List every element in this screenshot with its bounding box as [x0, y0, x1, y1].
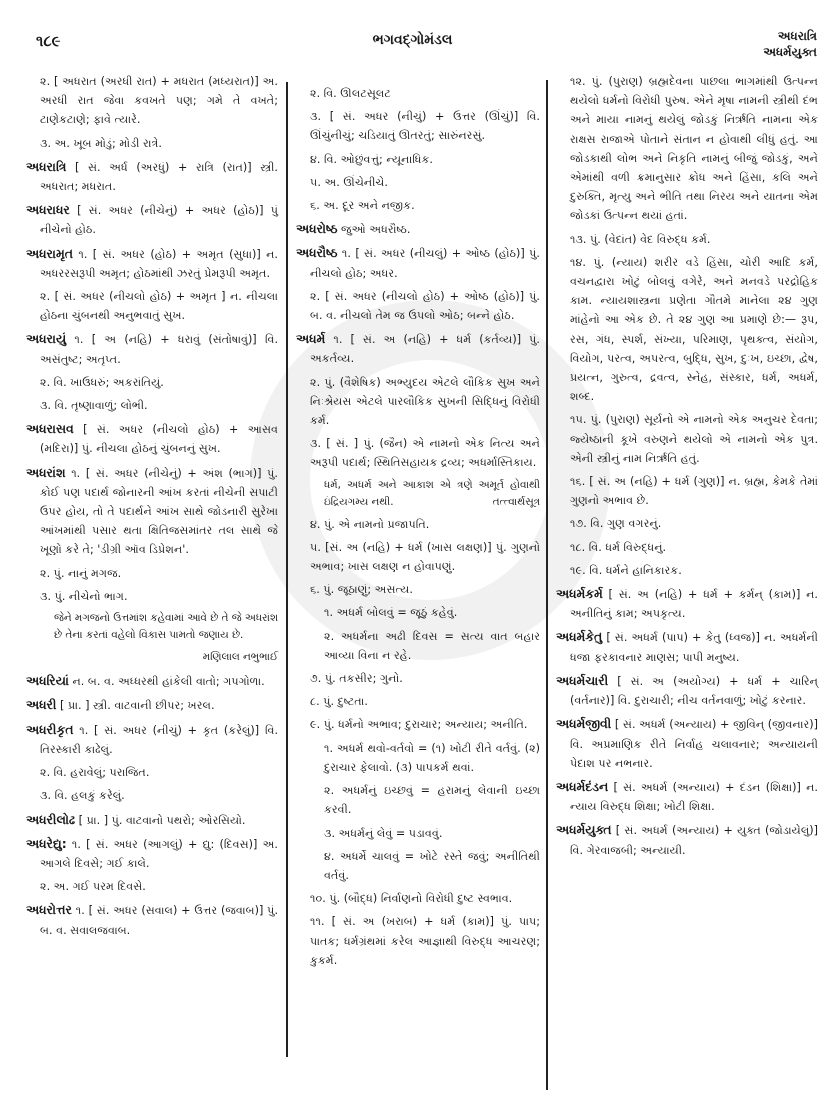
quote-text: જેને મગજનો ઉત્તમાંશ કહેવામાં આવે છે તે જે અધરાંશ છે તેના કરતાં વહેલો વિકાસ પામતો જણાય છે. — [54, 612, 278, 642]
sense-definition: ૧૦. પું. (બૌદ્ધ) નિર્વાણનો વિરોધી દુષ્ટ સ્વભાવ. — [310, 892, 513, 906]
sense-definition: ૫. [સં. અ (નહિ) + ધર્મ (ખાસ લક્ષણ)] પું. ગુણનો અભાવ; ખાસ લક્ષણ ન હોવાપણું. — [310, 540, 540, 574]
sense-definition: ૯. પું. ધર્મનો અભાવ; દુરાચાર; અન્યાય; અનીતિ. — [310, 718, 528, 732]
headword: અધર્મદંડન — [556, 778, 609, 794]
sense-definition: ૧૮. વિ. ધર્મ વિરુદ્ધનું. — [570, 540, 667, 554]
sense-definition: ૧૭. વિ. ગુણ વગરનું. — [570, 517, 662, 531]
guide-words — [763, 28, 817, 60]
sense-definition: ૧૩. પું. (વેદાંત) વેદ વિરુદ્ધ કર્મ. — [570, 232, 711, 246]
definition-text: ૧. [ સં. અધર (સવાલ) + ઉત્તર (જવાબ)] પું. બ. વ. સવાલજવાબ. — [40, 904, 278, 937]
idiom-subsense: ૪. અધર્મે ચાલવું = ખોટે રસ્તે જવું; અનીતિથી વર્તવું. — [324, 849, 540, 882]
sense-definition: ૭. પું. તકસીર; ગુનો. — [310, 672, 403, 686]
dictionary-entry — [26, 900, 278, 939]
headword: અધરીકૃત — [26, 721, 74, 737]
headword: અધરાધર — [26, 202, 70, 218]
dictionary-entry — [26, 671, 278, 691]
dictionary-entry — [296, 219, 540, 239]
definition-text: ૧. [ સં. અધર (નીચેનું) + અંશ (ભાગ)] પું. કોઈ પણ પદાર્થ જોનારની આંખ કરતાં નીચેની સપાટી ઉપર હોય, તો તે પદાર્થને આંખ સાથે જોડનારી સુરેખા આંખમાંથી પસાર થતા ક્ષિતિજસમાંતર તલ સાથે જે ખૂણો કરે તે; 'ડીગ્રી ઑવ ડિપ્રેશન'. — [40, 466, 278, 557]
definition-text: [ પ્રા. ] સ્ત્રી. વાટવાની છીપર; ખરલ. — [60, 699, 215, 713]
definition-text: ૧. [ સં. અધર (આગલું) + દ્યુ: (દિવસ)] અ. આગલે દિવસે; ગઈ કાલે. — [40, 837, 278, 870]
headword: અધર્મકેતુ — [556, 629, 603, 645]
dictionary-entry — [556, 777, 818, 816]
sense-definition: ૩. [ સં. અધર (નીચું) + ઉત્તર (ઊંચું)] વિ. ઊંચુંનીચું; ચડિયાતું ઊતરતું; સારુંનરસું. — [310, 110, 540, 143]
right-column — [556, 72, 818, 864]
citation-quote — [26, 610, 278, 644]
dictionary-entry — [296, 329, 540, 368]
dictionary-entry — [26, 244, 278, 283]
running-title: ભગવદ્ગોમંડલ — [372, 32, 453, 48]
sense-definition: ૨. વિ. હરાવેલું; પરાજિત. — [40, 766, 150, 780]
definition-text: [ સં. અ (નહિ) + ધર્મ + કર્મન્ (કામ)] ન. અનીતિનું કામ; અપકૃત્ય. — [570, 588, 818, 621]
dictionary-entry — [26, 463, 278, 560]
sense-definition: ૨. [ સં. અધર (નીચલો હોઠ) + અમૃત ] ન. નીચલા હોઠના ચુંબનથી અનુભવાતું સુખ. — [40, 290, 278, 323]
sense-definition: ૫. અ. ઊંચેનીચે. — [310, 175, 388, 189]
headword: અધરાસવ — [26, 421, 74, 437]
definition-text: [ સં. અર્ધ (અરધું) + રાત્રિ (રાત)] સ્ત્રી. અધરાત; મધરાત. — [40, 160, 278, 194]
guide-word-first: અધરાત્રિ — [777, 29, 817, 43]
definition-text: જુઓ અધરૌષ્ઠ. — [341, 223, 411, 237]
headword: અધરોત્તર — [26, 902, 72, 918]
dictionary-entry — [556, 584, 818, 623]
sense-definition: ૧૫. પું. (પુરાણ) સૂર્યનો એ નામનો એક અનુચર દેવતા; જ્યેષ્ઠાની કૂખે વરુણને થયેલો એ નામનો એક પુત્ર. એની સ્ત્રીનું નામ નિર્ઋતિ હતું. — [570, 413, 818, 465]
definition-text: ન. બ. વ. અધ્ધરથી હાંકેલી વાતો; ગપગોળા. — [72, 675, 265, 689]
sense-definition: ૮. પું. દુષ્ટતા. — [310, 695, 368, 709]
headword: અધરિયાં — [26, 673, 69, 689]
headword: અધર્મકર્મ — [556, 586, 603, 602]
headword: અધરોષ્ઠ — [296, 221, 338, 237]
dictionary-entry — [296, 243, 540, 282]
headword: અધરાંશ — [26, 464, 66, 480]
definition-text: ૧. [ સં. અ (નહિ) + ધર્મ (કર્તવ્ય)] પું. અકર્તવ્ય. — [310, 333, 540, 366]
headword: અધર્મ — [296, 331, 326, 347]
sense-definition: ૬. પું. જૂઠાણું; અસત્ય. — [310, 583, 413, 597]
dictionary-entry — [26, 200, 278, 239]
dictionary-entry — [26, 695, 278, 715]
dictionary-entry — [26, 720, 278, 759]
quote-text: ધર્મ, અધર્મ અને આકાશ એ ત્રણે અમૂર્ત હોવાથી ઇંદ્રિયગમ્ય નથી. — [324, 478, 540, 508]
headword: અધરૌષ્ઠ — [296, 245, 338, 261]
definition-text: ૧. [ સં. અધર (નીચલું) + ઓષ્ઠ (હોઠ)] પું. નીચલો હોઠ; અધર. — [310, 247, 540, 280]
sense-definition: ૧૪. પું. (ન્યાય) શરીર વડે હિંસા, ચોરી આદિ કર્મ, વચનદ્વારા ખોટું બોલવું વગેરે, અને મનવડે પરદ્રોહિક કામ. ન્યાયશાસ્ત્રના પ્રણેતા ગૌતમે માનેલા ૨૪ ગુણ માંહેનો આ એક છે. તે ૨૪ ગુણ આ પ્રમાણે છે:— રૂપ, રસ, ગંધ, સ્પર્શ, સંખ્યા, પરિમાણ, પૃથક્ત્વ, સંયોગ, વિયોગ, પરત્વ, અપરત્વ, બુદ્ધિ, સુખ, દુઃખ, ઇચ્છા, દ્વેષ, પ્રયત્ન, ગુરુત્વ, દ્રવત્વ, સ્નેહ, સંસ્કાર, ધર્મ, અધર્મ, શબ્દ. — [570, 255, 818, 404]
definition-text: [ સં. અધર (નીચેનું) + અધર (હોઠ)] પું નીચેનો હોઠ. — [40, 204, 278, 237]
definition-text: [ સં. અધર (નીચલો હોઠ) + આસવ (મદિરા)] પું. નીચલા હોઠનું ચુંબનનું સુખ. — [40, 423, 278, 456]
dictionary-entry — [556, 714, 818, 773]
headword: અધર્મજીવી — [556, 716, 612, 732]
sense-definition: ૧૬. [ સં. અ (નહિ) + ધર્મ (ગુણ)] ન. બ્રહ્મ, કેમકે તેમાં ગુણનો અભાવ છે. — [570, 475, 818, 508]
sense-definition: ૨. [ સં. અધર (નીચલો હોઠ) + ઓષ્ઠ (હોઠ)] પું. બ. વ. નીચલો તેમ જ ઉપલો ઓઠ; બન્ને હોઠ. — [310, 289, 540, 323]
definition-text: [ સં. અધર્મ (પાપ) + કેતુ (ધ્વજ)] ન. અધર્મની ધજા ફરકાવનાર માણસ; પાપી મનુષ્ય. — [570, 631, 818, 664]
headword: અધરાયું — [26, 331, 67, 347]
idiom-subsense: ૩. અધર્મનું લેવું = પડાવવું. — [324, 826, 443, 840]
idiom-subsense: ૧. અધર્મ થવો-વર્તવો = (૧) ખોટી રીતે વર્તવું. (૨) દુરાચાર ફેલાવો. (૩) પાપકર્મ થવાં. — [324, 741, 540, 774]
left-column — [26, 72, 278, 944]
guide-word-last: અધર્મયુક્ત — [763, 45, 817, 59]
sense-definition: ૧૨. પું. (પુરાણ) બ્રહ્મદેવના પાછલા ભાગમાંથી ઉત્પન્ન થયેલો ધર્મનો વિરોધી પુરુષ. એને મૃષા નામની સ્ત્રીથી દંભ અને માયા નામનું થયેલું જોડકું નિર્ઋતિ નામના એક રાક્ષસ રાજાએ પોતાને સંતાન ન હોવાથી લીધું હતું. આ જોડકાથી લોભ અને નિકૃતિ નામનું બીજું જોડકું, અને એમાંથી વળી ક્રમાનુસાર ક્રોધ અને હિંસા, કલિ અને દુરુક્તિ, મૃત્યુ અને ભીતિ તથા નિરય અને યાતના એમ જોડકાં ઉત્પન્ન થયાં હતાં. — [570, 75, 818, 223]
dictionary-entry — [556, 820, 818, 859]
headword: અધર્મયુક્ત — [556, 822, 612, 838]
quote-attribution: મણિલાલ નભુભાઈ — [202, 651, 278, 664]
dictionary-entry — [26, 419, 278, 458]
middle-column — [296, 84, 540, 974]
sense-definition: ૨. પું. નાનું મગજ. — [40, 566, 122, 580]
definition-text: [ સં. અ (અયોગ્ય) + ધર્મ + ચારિન્ (વર્તનાર)] વિ. દુરાચારી; નીચ વર્તનવાળું; ખોટું કરનાર. — [570, 674, 818, 708]
definition-text: ૧. [ સં. અધર (હોઠ) + અમૃત (સુધા)] ન. અધરરસરૂપી અમૃત; હોઠમાંથી ઝરતું પ્રેમરૂપી અમૃત. — [40, 247, 278, 280]
sense-definition: ૨. અ. ગઈ પરમ દિવસે. — [40, 880, 146, 894]
headword: અધરી — [26, 697, 57, 713]
sense-definition: ૪. પું. એ નામનો પ્રજાપતિ. — [310, 517, 430, 531]
dictionary-entry — [26, 834, 278, 873]
definition-text: ૧. [ સં. અધર (નીચું) + કૃત (કરેલું)] વિ. તિરસ્કારી કાઢેલું. — [40, 723, 278, 756]
sense-definition: ૧૯. વિ. ધર્મને હાનિકારક. — [570, 563, 682, 577]
idiom-subsense: ૨. અધર્મનું ઇચ્છવું = હરામનું લેવાની ઇચ્છા કરવી. — [324, 784, 540, 817]
dictionary-entry — [556, 627, 818, 666]
definition-text: [ સં. અધર્મ (અન્યાય) + દંડન (શિક્ષા)] ન. ન્યાય વિરુદ્ધ શિક્ષા; ખોટી શિક્ષા. — [570, 780, 818, 814]
quote-source: તત્ત્વાર્થસૂત્ર — [492, 495, 540, 508]
sense-definition: ૩. પું. નીચેનો ભાગ. — [40, 589, 128, 603]
idiom-subsense: ૧. અધર્મ બોલવું = જૂઠું કહેવું. — [324, 606, 458, 620]
idiom-subsense: ૨. અધર્મના અઢી દિવસ = સત્ય વાત બહાર આવ્યા વિના ન રહે. — [324, 629, 540, 662]
citation-quote — [296, 477, 540, 511]
sense-definition: ૨. વિ. ખાઉધરું; અકરાંતિયું. — [40, 375, 164, 389]
column-divider — [286, 82, 288, 1057]
headword: અધરેદ્યુ: — [26, 835, 67, 851]
sense-definition: ૬. અ. દૂર અને નજીક. — [310, 199, 415, 213]
sense-definition: ૩. વિ. તૃષ્ણાવાળું; લોભી. — [40, 399, 148, 413]
column-divider — [546, 80, 548, 1090]
sense-definition: ૩. અ. ખૂબ મોડું; મોડી રાત્રે. — [40, 136, 162, 150]
sense-definition: ૩. [ સં. ] પું. (જૈન) એ નામનો એક નિત્ય અને અરૂપી પદાર્થ; સ્થિતિસહાયક દ્રવ્ય; અધર્માસ્તિકાય. — [310, 437, 540, 470]
definition-text: [ સં. અધર્મ (અન્યાય) + જીવિન્ (જીવનાર)] વિ. અપ્રમાણિક રીતે નિર્વાહ ચલાવનાર; અન્યાયની પેદાશ પર નભનાર. — [570, 718, 819, 770]
headword: અધરીલોઢ — [26, 811, 76, 827]
dictionary-columns — [0, 72, 825, 1102]
definition-text: [ પ્રા. ] પું. વાટવાનો પથરો; ઓરસિયો. — [78, 813, 246, 827]
headword: અધર્મચારી — [556, 672, 609, 688]
dictionary-entry — [26, 329, 278, 368]
page-number: ૧૮૯ — [36, 32, 61, 50]
headword: અધરાત્રિ — [26, 158, 67, 174]
sense-definition: ૩. વિ. હલકું કરેલું. — [40, 789, 125, 803]
sense-definition: ૨. પું. (વૈશેષિક) અભ્યુદય એટલે લૌકિક સુખ અને નિઃશ્રેયસ એટલે પારલૌકિક સુખની સિદ્ધિનું વિરોધી કર્મ. — [310, 375, 540, 428]
dictionary-entry — [26, 157, 278, 196]
headword: અધરામૃત — [26, 245, 73, 261]
page-header — [0, 0, 825, 80]
sense-definition: ૪. વિ. ઓછુંવત્તું; ન્યૂનાધિક. — [310, 152, 433, 166]
dictionary-entry — [556, 671, 818, 710]
sense-definition: ૨. [ અધરાત (અરધી રાત) + મધરાત (મધ્યરાત)] અ. અરધી રાત જેવા કવખતે પણ; ગમે તે વખતે; ટાણેકટાણે; ફાવે ત્યારે. — [40, 75, 278, 127]
sense-definition: ૧૧. [ સં. અ (ખરાબ) + ધર્મ (કામ)] પું. પાપ; પાતક; ધર્મગ્રંથમાં કરેલ આજ્ઞાથી વિરુદ્ધ આચરણ; કુકર્મ. — [310, 915, 540, 967]
sense-definition: ૨. વિ. ઊલટસૂલટ — [310, 87, 391, 100]
definition-text: [ સં. અધર્મ (અન્યાય) + યુક્ત (જોડાયેલું)] વિ. ગેરવાજબી; અન્યાયી. — [570, 824, 819, 857]
definition-text: ૧. [ અ (નહિ) + ધરાવું (સંતોષાવું)] વિ. અસંતુષ્ટ; અતૃપ્ત. — [40, 333, 278, 366]
dictionary-entry — [26, 810, 278, 830]
